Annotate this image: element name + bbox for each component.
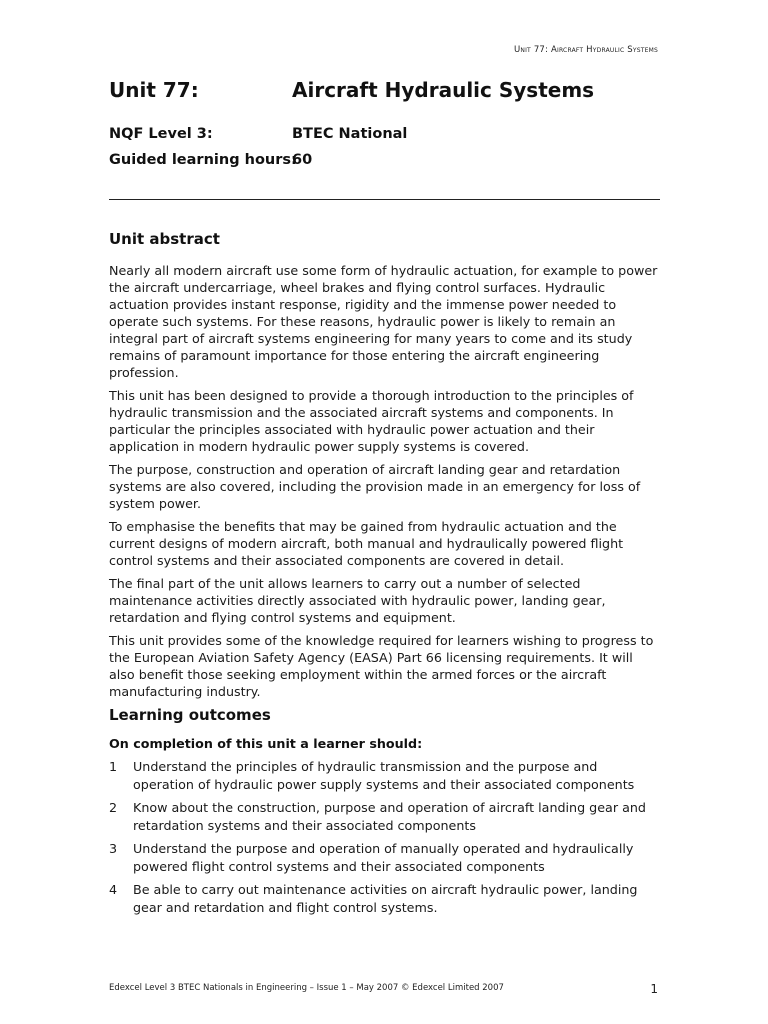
outcome-number: 4 xyxy=(109,882,118,897)
abstract-heading: Unit abstract xyxy=(109,230,220,248)
outcome-text: Be able to carry out maintenance activities on aircraft hydraulic power, landing gear and retardation and flight control systems. xyxy=(133,882,638,915)
abstract-body xyxy=(109,262,659,706)
abstract-paragraph: This unit provides some of the knowledge required for learners wishing to progress to the European Aviation Safety Agency (EASA) Part 66 licensing requirements. It will also benefit those seeking employment within the armed forces or the aircraft manufacturing industry. xyxy=(109,633,654,699)
outcome-text: Understand the principles of hydraulic transmission and the purpose and operation of hydraulic power supply systems and their associated components xyxy=(133,759,635,792)
outcomes-lead: On completion of this unit a learner should: xyxy=(109,736,423,751)
running-header: Unit 77: Aircraft Hydraulic Systems xyxy=(513,45,658,55)
outcome-text: Know about the construction, purpose and operation of aircraft landing gear and retardation systems and their associated components xyxy=(133,800,646,833)
abstract-paragraph: The purpose, construction and operation of aircraft landing gear and retardation systems are also covered, including the provision made in an emergency for loss of system power. xyxy=(109,462,641,511)
abstract-paragraph: Nearly all modern aircraft use some form of hydraulic actuation, for example to power the aircraft undercarriage, wheel brakes and flying control surfaces. Hydraulic actuation provides instant response, rigidity and the immense power needed to operate such systems. For these reasons, hydraulic power is likely to remain an integral part of aircraft systems engineering for many years to come and its study remains of paramount importance for those entering the aircraft engineering profession. xyxy=(109,263,658,380)
outcomes-list xyxy=(109,758,659,922)
guided-hours-label: Guided learning hours: xyxy=(109,152,297,168)
abstract-paragraph: To emphasise the benefits that may be gained from hydraulic actuation and the current designs of modern aircraft, both manual and hydraulically powered flight control systems and their associated components are covered in detail. xyxy=(109,519,624,568)
outcome-number: 2 xyxy=(109,800,118,815)
list-item xyxy=(109,799,659,834)
list-item xyxy=(109,840,659,875)
abstract-paragraph: The final part of the unit allows learners to carry out a number of selected maintenance activities directly associated with hydraulic power, landing gear, retardation and flying control systems and equipment. xyxy=(109,576,606,625)
outcomes-heading: Learning outcomes xyxy=(109,706,271,724)
outcome-text: Understand the purpose and operation of manually operated and hydraulically powered flight control systems and their associated components xyxy=(133,841,634,874)
list-item xyxy=(109,758,659,793)
abstract-paragraph: This unit has been designed to provide a thorough introduction to the principles of hydraulic transmission and the associated aircraft systems and components. In particular the principles associated with hydraulic power actuation and their application in modern hydraulic power supply systems is covered. xyxy=(109,388,634,454)
list-item xyxy=(109,881,659,916)
outcome-number: 3 xyxy=(109,841,118,856)
outcome-number: 1 xyxy=(109,759,118,774)
unit-name: Aircraft Hydraulic Systems xyxy=(292,78,595,102)
page-number: 1 xyxy=(650,982,658,996)
guided-hours-value: 60 xyxy=(292,152,313,168)
nqf-level-label: NQF Level 3: xyxy=(109,126,213,142)
nqf-level-value: BTEC National xyxy=(292,126,408,142)
divider xyxy=(109,199,660,200)
footer-text: Edexcel Level 3 BTEC Nationals in Engineering – Issue 1 – May 2007 © Edexcel Limited 2007 xyxy=(109,983,504,993)
unit-number: Unit 77: xyxy=(109,78,199,102)
